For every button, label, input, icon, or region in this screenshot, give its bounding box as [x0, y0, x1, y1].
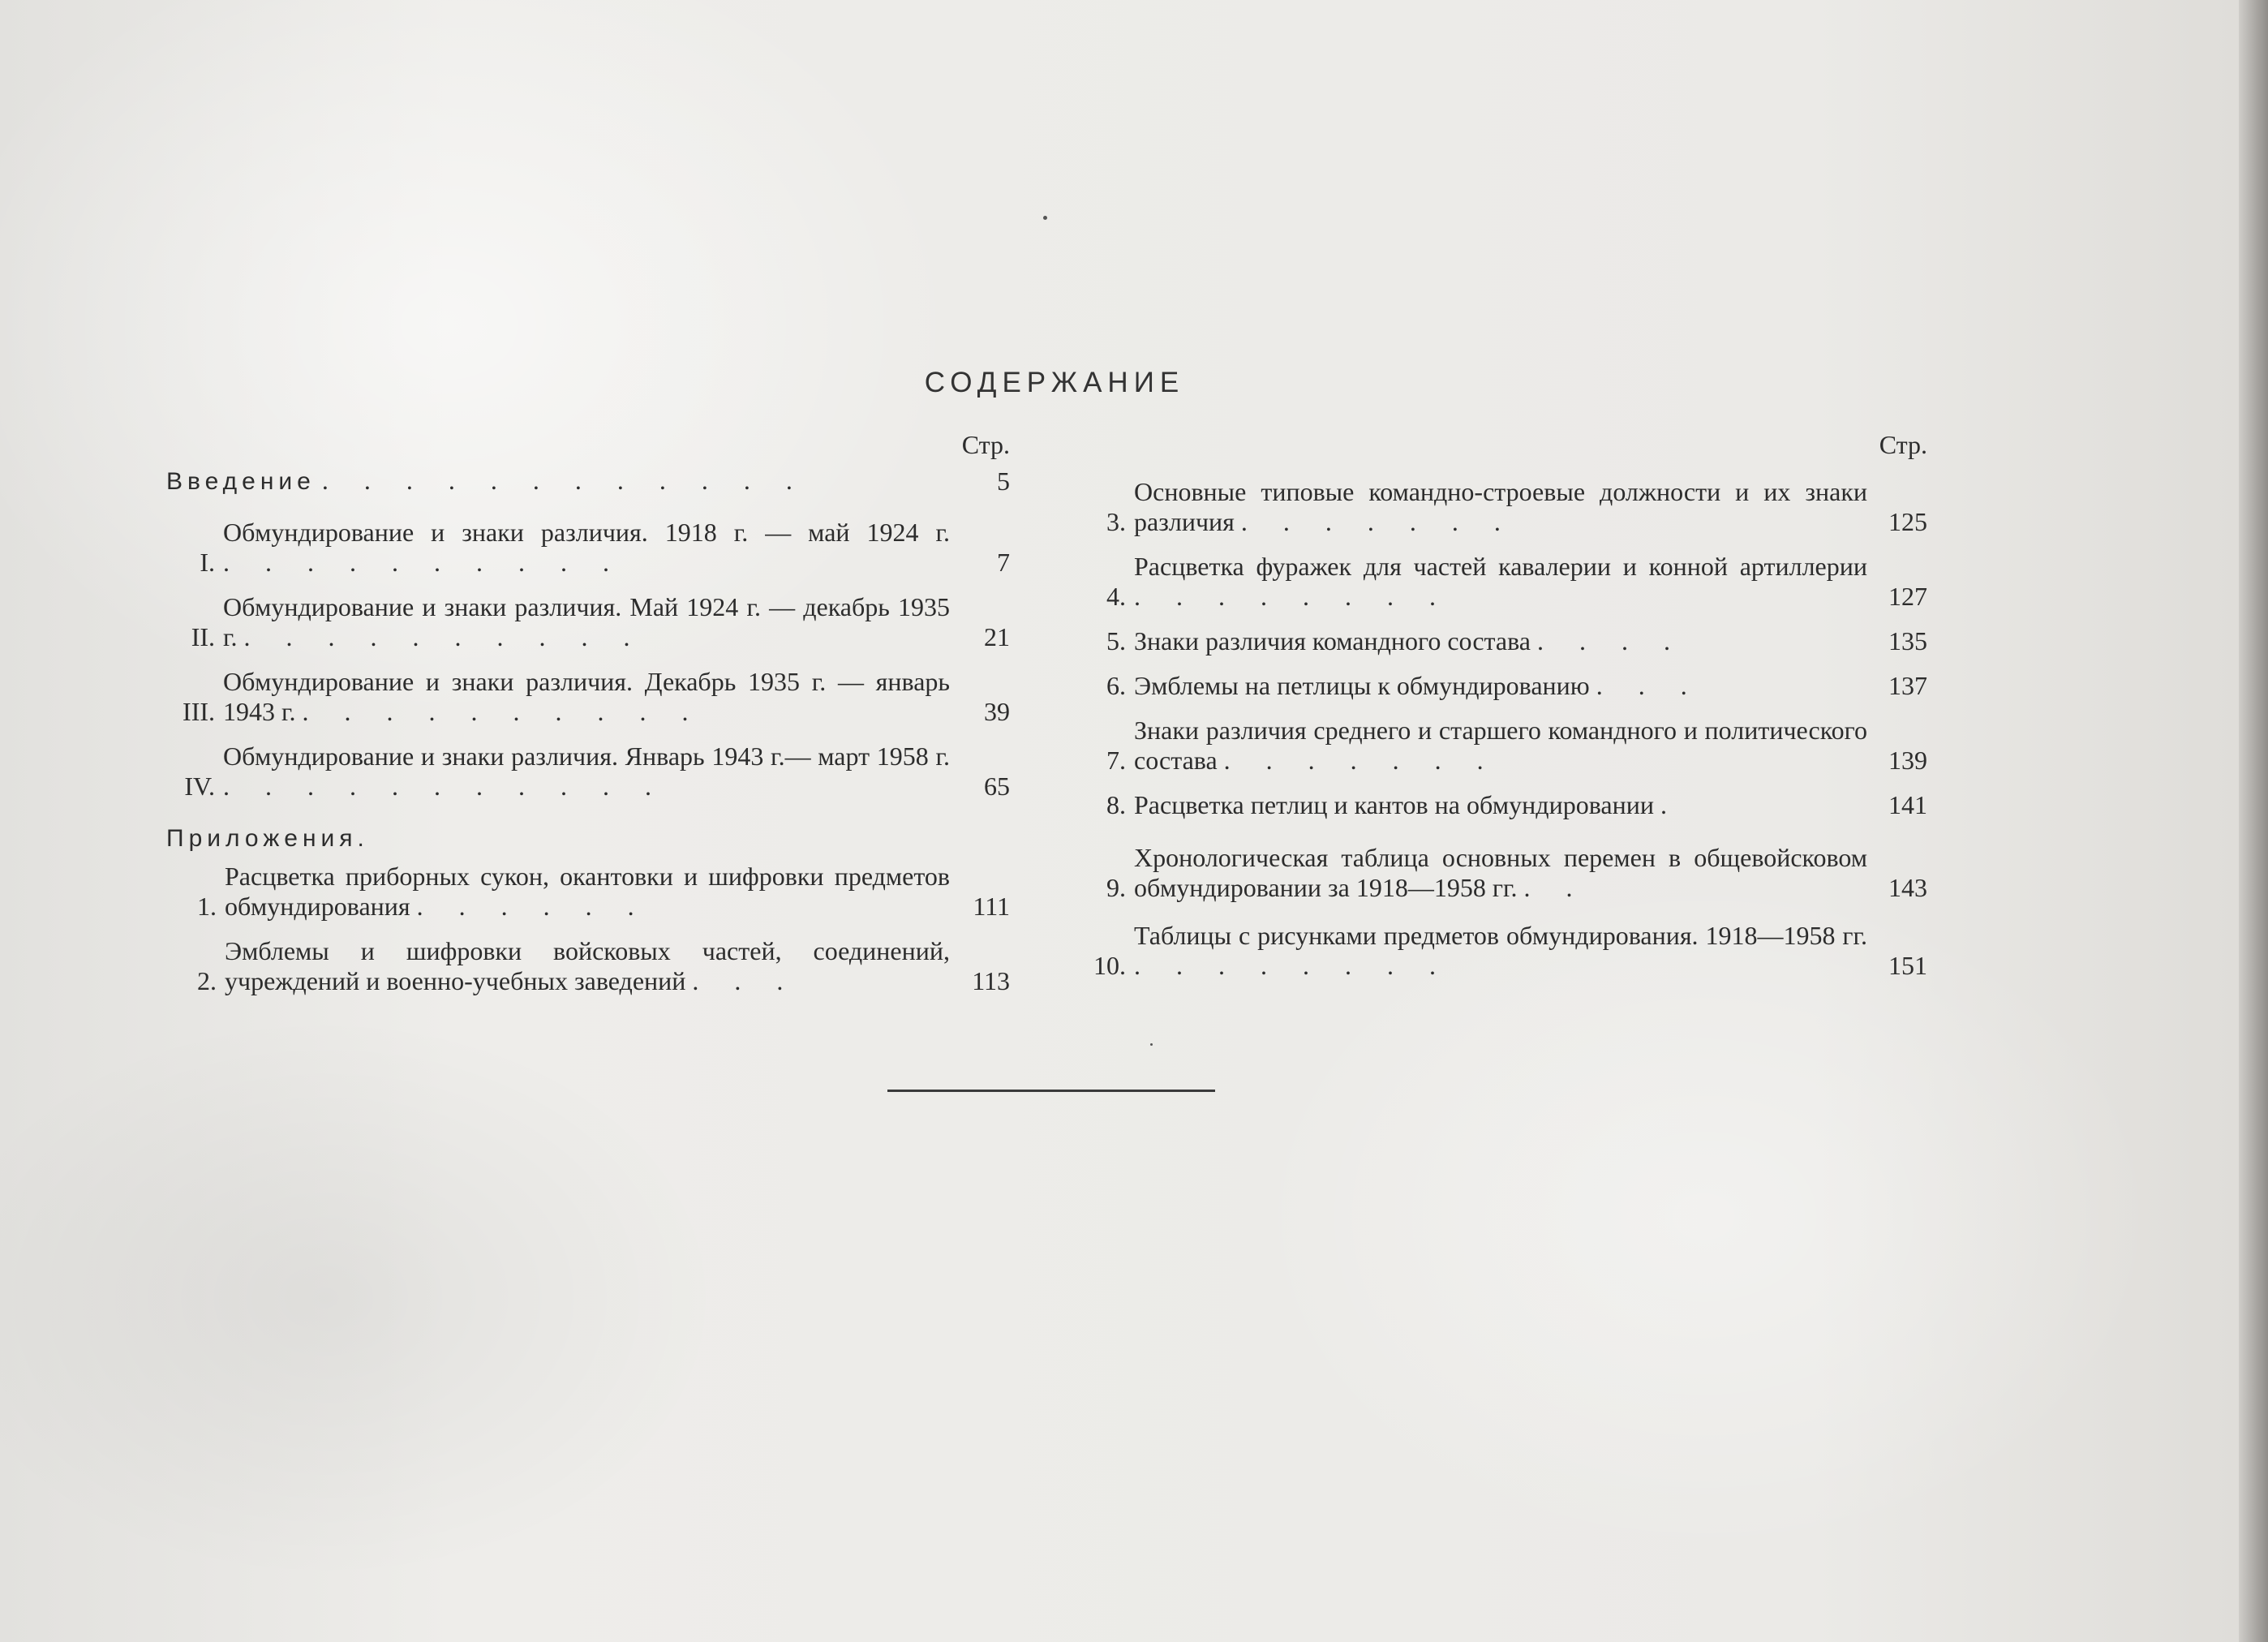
- toc-entry-number: 5.: [1106, 626, 1126, 656]
- dot-leader: . . . . . . . . . .: [302, 697, 703, 726]
- page-column-header: Стр.: [961, 430, 1010, 459]
- toc-entry-title: Эмблемы и шифровки войсковых частей, соединений, учреждений и военно-учебных заведений: [225, 936, 950, 995]
- toc-entry-appendix[interactable]: [1084, 716, 1927, 776]
- dot-leader: . . . . . . .: [1240, 507, 1515, 536]
- toc-entry-number: 4.: [1106, 582, 1126, 611]
- toc-entry-appendix[interactable]: [166, 862, 1010, 922]
- page-column-header: Стр.: [1879, 430, 1927, 459]
- toc-entry-number: 9.: [1106, 873, 1126, 902]
- toc-entry-appendix[interactable]: [1084, 626, 1927, 656]
- toc-entry-chapter[interactable]: [166, 741, 1010, 802]
- toc-entry-appendix[interactable]: [1084, 790, 1927, 820]
- toc-entry-number: IV.: [184, 772, 215, 801]
- toc-entry-number: 6.: [1106, 671, 1126, 700]
- dot-leader: . . . . . . . . . . .: [223, 772, 666, 801]
- toc-entry-number: 8.: [1106, 790, 1126, 819]
- dot-leader: . . . . . . . . . .: [223, 548, 624, 577]
- page-title: СОДЕРЖАНИЕ: [924, 367, 1185, 398]
- dot-leader: . . . . . . .: [1223, 746, 1498, 775]
- toc-page-number: 111: [973, 892, 1010, 921]
- toc-page-number: 65: [984, 772, 1010, 801]
- toc-entry-number: 7.: [1106, 746, 1126, 775]
- dot-leader: . . . . . . . . . . . .: [321, 466, 807, 495]
- toc-entry-number: III.: [183, 697, 215, 726]
- toc-entry-appendix[interactable]: [1084, 843, 1927, 903]
- dot-leader: . .: [1523, 873, 1587, 902]
- toc-page-number: 141: [1888, 790, 1927, 819]
- toc-entry-introduction[interactable]: [166, 466, 1010, 496]
- dot-leader: . . .: [1596, 671, 1702, 700]
- dot-leader: . . .: [692, 966, 798, 995]
- toc-entry-chapter[interactable]: [166, 592, 1010, 652]
- toc-entry-appendix[interactable]: [1084, 921, 1927, 981]
- toc-right-column: [1084, 430, 1927, 995]
- toc-left-column: [166, 430, 1010, 1011]
- toc-page-number: 139: [1888, 746, 1927, 775]
- toc-entry-title: Таблицы с рисунками предметов обмундирования. 1918—1958 гг.: [1134, 921, 1867, 950]
- toc-entry-title: Обмундирование и знаки различия. 1918 г. — май 1924 г.: [223, 518, 950, 547]
- toc-entry-title: Введение: [166, 468, 316, 495]
- toc-entry-appendix[interactable]: [1084, 671, 1927, 701]
- toc-entry-title: Хронологическая таблица основных перемен в общевойсковом обмундировании за 1918—1958 гг.: [1134, 843, 1867, 902]
- toc-page-number: 125: [1888, 507, 1927, 536]
- toc-page-number: 143: [1888, 873, 1927, 902]
- toc-entry-number: 2.: [197, 966, 217, 995]
- dot-leader: . . . . . .: [416, 892, 649, 921]
- toc-page-number: 39: [984, 697, 1010, 726]
- dot-leader: . . . . . . . .: [1134, 951, 1450, 980]
- toc-entry-title: Основные типовые командно-строевые должности и их знаки различия: [1134, 477, 1867, 536]
- toc-entry-number: 10.: [1093, 951, 1126, 980]
- toc-entry-title: Знаки различия среднего и старшего командного и политического состава: [1134, 716, 1867, 775]
- toc-entry-title: Обмундирование и знаки различия. Декабрь 1935 г. — январь 1943 г.: [223, 667, 950, 726]
- toc-entry-title: Обмундирование и знаки различия. Январь 1943 г.— март 1958 г.: [223, 741, 950, 771]
- toc-entry-appendix[interactable]: [1084, 552, 1927, 612]
- paper-speck: [1150, 1043, 1153, 1046]
- toc-entry-title: Расцветка приборных сукон, окантовки и шифровки предметов обмундирования: [225, 862, 950, 921]
- book-edge-shadow: [2239, 0, 2268, 1642]
- toc-page-number: 127: [1888, 582, 1927, 611]
- closing-rule: [887, 1090, 1215, 1092]
- dot-leader: . . . .: [1536, 626, 1685, 656]
- toc-entry-title: Расцветка петлиц и кантов на обмундировании: [1134, 790, 1654, 819]
- toc-page-number: 137: [1888, 671, 1927, 700]
- toc-entry-title: Знаки различия командного состава: [1134, 626, 1531, 656]
- toc-page-number: 21: [984, 622, 1010, 651]
- toc-section-appendices: [166, 823, 1010, 853]
- toc-entry-title: Эмблемы на петлицы к обмундированию: [1134, 671, 1590, 700]
- dot-leader: .: [1660, 790, 1682, 819]
- toc-entry-number: I.: [200, 548, 215, 577]
- toc-entry-number: II.: [191, 622, 215, 651]
- toc-entry-chapter[interactable]: [166, 518, 1010, 578]
- toc-entry-number: 1.: [197, 892, 217, 921]
- toc-page-number: 113: [972, 966, 1010, 995]
- toc-entry-title: Расцветка фуражек для частей кавалерии и конной артиллерии: [1134, 552, 1867, 581]
- toc-entry-appendix[interactable]: [166, 936, 1010, 996]
- toc-entry-chapter[interactable]: [166, 667, 1010, 727]
- toc-entry-title: Обмундирование и знаки различия. Май 1924 г. — декабрь 1935 г.: [223, 592, 950, 651]
- dot-leader: . . . . . . . . . .: [243, 622, 645, 651]
- toc-entry-appendix[interactable]: [1084, 477, 1927, 537]
- dot-leader: . . . . . . . .: [1134, 582, 1450, 611]
- toc-page-number: 7: [997, 548, 1010, 577]
- toc-page-number: 135: [1888, 626, 1927, 656]
- appendices-heading: Приложения.: [166, 825, 369, 852]
- toc-entry-number: 3.: [1106, 507, 1126, 536]
- toc-page-number: 151: [1888, 951, 1927, 980]
- paper-speck: [1043, 216, 1047, 220]
- toc-page-number: 5: [997, 466, 1010, 496]
